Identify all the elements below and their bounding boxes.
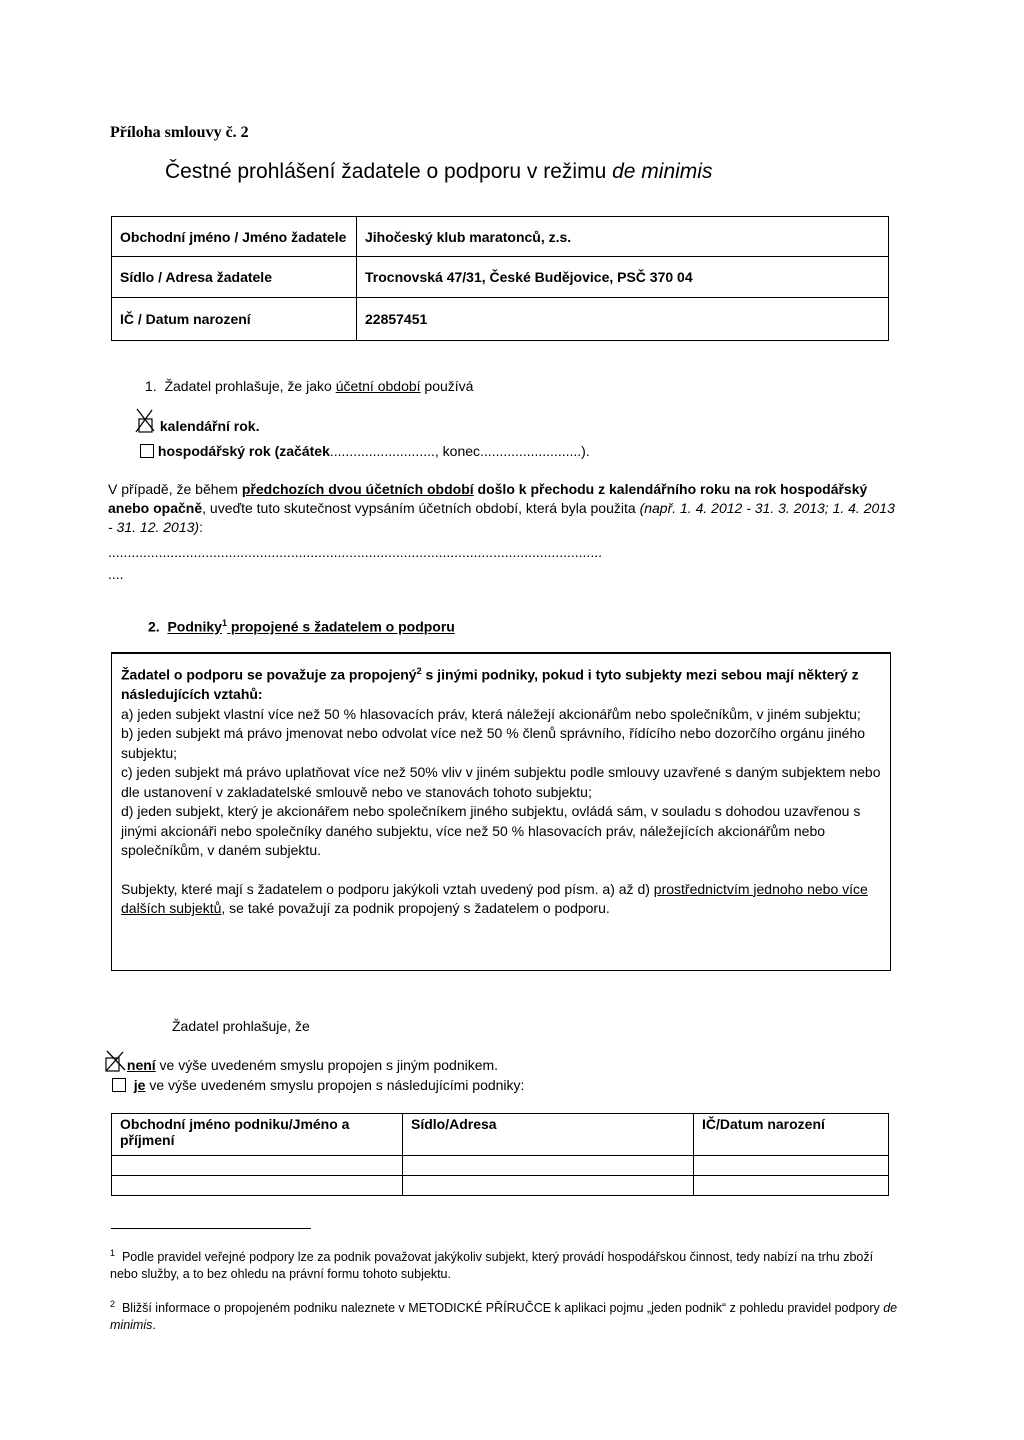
checked-checkbox[interactable] (140, 419, 156, 433)
unchecked-checkbox[interactable] (112, 1078, 126, 1092)
para-colon: : (199, 519, 203, 535)
rules-note-b: , se také považují za podnik propojený s žadatelem o podporu. (221, 900, 610, 917)
option-not-linked (107, 1057, 498, 1073)
linked-rest: ve výše uvedeném smyslu propojen s následujícími podniky: (145, 1077, 525, 1093)
column-header-id: IČ/Datum narození (694, 1114, 889, 1156)
fiscal-start-dots: ........................... (329, 443, 435, 459)
table-cell[interactable] (403, 1176, 694, 1196)
footnote-text: Bližší informace o propojeném podniku naleznete v METODICKÉ PŘÍRUČCE k aplikaci pojmu „jeden podnik“ z pohledu pravidel podpory (121, 1301, 884, 1316)
applicant-id-label: IČ / Datum narození (112, 298, 357, 341)
table-cell[interactable] (694, 1176, 889, 1196)
not-linked-rest: ve výše uvedeném smyslu propojen s jiným podnikem. (155, 1057, 499, 1073)
rules-note-a: Subjekty, které mají s žadatelem o podporu jakýkoli vztah uvedený pod písm. a) až d) (121, 880, 654, 897)
section1-text-before: Žadatel prohlašuje, že jako (164, 378, 336, 394)
table-header-row (112, 1114, 889, 1156)
section1-number: 1. (145, 378, 157, 394)
rule-item-d: d) jeden subjekt, který je akcionářem nebo společníkem jiného subjektu, ovládá sám, v souladu s dohodou uzavřenou s jinými akcionáři nebo společníky daného subjektu, více než 50 % hlasovacích práv, náležejících akcionářům nebo společníkům, v daném subjektu. (121, 803, 861, 859)
table-cell[interactable] (112, 1176, 403, 1196)
dotted-line: .... (108, 566, 124, 582)
applicant-address-label: Sídlo / Adresa žadatele (112, 257, 357, 298)
footnote-italic: de minimis (110, 1301, 898, 1333)
para-bold: došlo k přechodu z kalendářního roku na rok hospodářský anebo opačně (108, 481, 868, 516)
cross-mark-icon (134, 407, 156, 435)
section2-heading-word: Podniky (167, 618, 222, 635)
footnote-separator (111, 1228, 311, 1229)
applicant-table (111, 216, 889, 341)
rule-item-a: a) jeden subjekt vlastní více než 50 % hlasovacích práv, která náležejí akcionářům nebo společníkům, v jiném subjektu; (121, 705, 861, 722)
table-row (112, 1156, 889, 1176)
accounting-period-link: účetní období (335, 378, 421, 394)
section1-question (145, 378, 473, 394)
footnote-ref: 2 (416, 666, 422, 676)
table-cell[interactable] (694, 1156, 889, 1176)
calendar-year-label: kalendářní rok. (159, 418, 260, 434)
footnote-end: . (152, 1318, 156, 1333)
linked-word: je (133, 1077, 146, 1093)
applicant-name-value: Jihočeský klub maratonců, z.s. (357, 217, 889, 257)
section1-text-after: používá (420, 378, 474, 394)
rules-intro-b: s jinými podniky, pokud i tyto subjekty mezi sebou mají některý z následujících vztahů: (121, 666, 859, 703)
table-row (112, 298, 889, 341)
fiscal-close: ). (581, 443, 590, 459)
table-row (112, 217, 889, 257)
dotted-line: ............................................................................................................................... (108, 544, 602, 560)
rule-item-b: b) jeden subjekt má právo jmenovat nebo odvolat více než 50 % členů správního, řídícího nebo dozorčího orgánu jiného subjektu; (121, 725, 866, 761)
section2-heading (148, 618, 455, 635)
footnote-number: 1 (110, 1248, 116, 1258)
title-main: Čestné prohlášení žadatele o podporu v režimu (165, 160, 613, 183)
option-calendar-year (140, 418, 259, 434)
unchecked-checkbox[interactable] (140, 444, 154, 458)
applicant-id-value: 22857451 (357, 298, 889, 341)
applicant-name-label: Obchodní jméno / Jméno žadatele (112, 217, 357, 257)
section2-heading-rest: propojené s žadatelem o podporu (226, 618, 455, 635)
option-linked (107, 1077, 524, 1093)
applicant-address-value: Trocnovská 47/31, České Budějovice, PSČ 370 04 (357, 257, 889, 298)
table-cell[interactable] (403, 1156, 694, 1176)
para-example: (např. 1. 4. 2012 - 31. 3. 2013; 1. 4. 2013 - 31. 12. 2013) (108, 500, 895, 535)
section2-number: 2. (148, 618, 160, 635)
rules-content (121, 662, 881, 919)
fiscal-end-dots: .......................... (480, 443, 582, 459)
table-row (112, 257, 889, 298)
declaration-label: Žadatel prohlašuje, že (172, 1018, 310, 1034)
footnote-2 (110, 1296, 900, 1334)
page-title (165, 160, 712, 184)
table-row (112, 1176, 889, 1196)
footnote-text: Podle pravidel veřejné podpory lze za podnik považovat jakýkoliv subjekt, který provádí hospodářskou činnost, tedy nabízí na trhu zboží nebo služby, a to bez ohledu na právní formu tohoto subjektu. (110, 1250, 874, 1282)
checked-checkbox[interactable] (107, 1058, 123, 1072)
column-header-address: Sídlo/Adresa (403, 1114, 694, 1156)
title-italic: de minimis (612, 160, 713, 183)
not-linked-word: není (126, 1057, 156, 1073)
rules-note (121, 880, 881, 919)
period-change-paragraph (108, 480, 898, 537)
linked-enterprises-table (111, 1113, 889, 1196)
para-start: V případě, že během (108, 481, 242, 497)
fiscal-end-label: , konec (434, 443, 481, 459)
footnote-1 (110, 1245, 900, 1283)
option-fiscal-year (140, 443, 590, 459)
footnote-number: 2 (110, 1299, 116, 1309)
para-link: předchozích dvou účetních období (241, 481, 474, 497)
cross-mark-icon (103, 1048, 129, 1074)
table-cell[interactable] (112, 1156, 403, 1176)
rules-note-link: prostřednictvím jednoho nebo více dalších subjektů (121, 880, 868, 917)
linked-enterprise-rules-box (111, 652, 891, 971)
rule-item-c: c) jeden subjekt má právo uplatňovat více než 50% vliv v jiném subjektu podle smlouvy uzavřené s daným subjektem nebo dle ustanovení v zakladatelské smlouvě nebo ve stanovách tohoto subjektu; (121, 764, 881, 800)
rules-intro-a: Žadatel o podporu se považuje za propojený (121, 666, 417, 683)
column-header-name: Obchodní jméno podniku/Jméno a příjmení (112, 1114, 403, 1156)
para-rest: , uveďte tuto skutečnost vypsáním účetních období, která byla použita (202, 500, 640, 516)
annex-label: Příloha smlouvy č. 2 (110, 124, 249, 141)
rules-intro (121, 662, 881, 705)
fiscal-year-label: hospodářský rok (začátek (157, 443, 330, 459)
footnote-ref: 1 (221, 618, 227, 628)
